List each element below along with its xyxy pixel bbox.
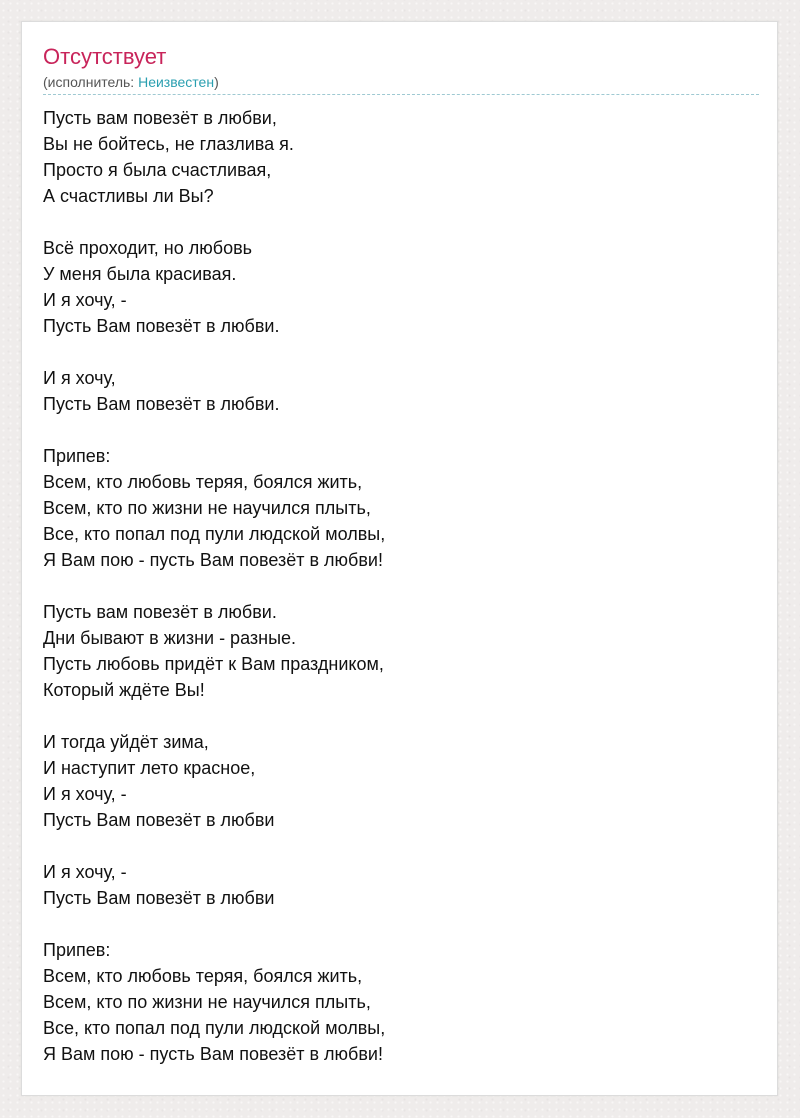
chorus-label: Припев: xyxy=(43,940,111,960)
lyric-line: Который ждёте Вы! xyxy=(43,680,205,700)
lyric-line: А счастливы ли Вы? xyxy=(43,186,214,206)
chorus-label: Припев: xyxy=(43,446,111,466)
artist-line xyxy=(43,74,219,90)
artist-prefix: (исполнитель: xyxy=(43,74,139,90)
lyric-line: Пусть Вам повезёт в любви xyxy=(43,810,275,830)
lyric-line: Все, кто попал под пули людской молвы, xyxy=(43,1018,386,1038)
lyric-line: И наступит лето красное, xyxy=(43,758,256,778)
lyric-line: Пусть вам повезёт в любви, xyxy=(43,108,277,128)
lyric-line: Дни бывают в жизни - разные. xyxy=(43,628,297,648)
lyric-line: Пусть Вам повезёт в любви. xyxy=(43,394,280,414)
artist-suffix: ) xyxy=(214,74,219,90)
stanza-chorus xyxy=(43,443,759,573)
lyric-line: Просто я была счастливая, xyxy=(43,160,272,180)
lyric-line: И я хочу, - xyxy=(43,290,127,310)
lyric-line: Всем, кто любовь теряя, боялся жить, xyxy=(43,472,363,492)
stanza xyxy=(43,859,759,911)
lyric-line: И я хочу, - xyxy=(43,784,127,804)
dashed-divider xyxy=(43,94,759,95)
lyric-line: Я Вам пою - пусть Вам повезёт в любви! xyxy=(43,1044,383,1064)
stanza xyxy=(43,105,759,209)
lyric-line: Пусть любовь придёт к Вам праздником, xyxy=(43,654,384,674)
stanza xyxy=(43,599,759,703)
stanza xyxy=(43,365,759,417)
stanza-chorus xyxy=(43,937,759,1067)
lyric-line: Всё проходит, но любовь xyxy=(43,238,253,258)
lyric-line: Всем, кто любовь теряя, боялся жить, xyxy=(43,966,363,986)
lyric-line: У меня была красивая. xyxy=(43,264,237,284)
lyrics-card xyxy=(21,21,778,1096)
stanza xyxy=(43,235,759,339)
lyric-line: И я хочу, - xyxy=(43,862,127,882)
lyric-line: Я Вам пою - пусть Вам повезёт в любви! xyxy=(43,550,383,570)
lyrics-body xyxy=(43,105,759,1093)
lyric-line: Всем, кто по жизни не научился плыть, xyxy=(43,992,371,1012)
song-title: Отсутствует xyxy=(43,44,167,69)
lyric-line: И тогда уйдёт зима, xyxy=(43,732,209,752)
lyric-line: Пусть вам повезёт в любви. xyxy=(43,602,277,622)
artist-link[interactable]: Неизвестен xyxy=(138,74,215,90)
stanza xyxy=(43,729,759,833)
lyric-line: Пусть Вам повезёт в любви xyxy=(43,888,275,908)
lyric-line: Пусть Вам повезёт в любви. xyxy=(43,316,280,336)
lyric-line: И я хочу, xyxy=(43,368,116,388)
lyric-line: Вы не бойтесь, не глазлива я. xyxy=(43,134,294,154)
lyric-line: Всем, кто по жизни не научился плыть, xyxy=(43,498,371,518)
lyric-line: Все, кто попал под пули людской молвы, xyxy=(43,524,386,544)
